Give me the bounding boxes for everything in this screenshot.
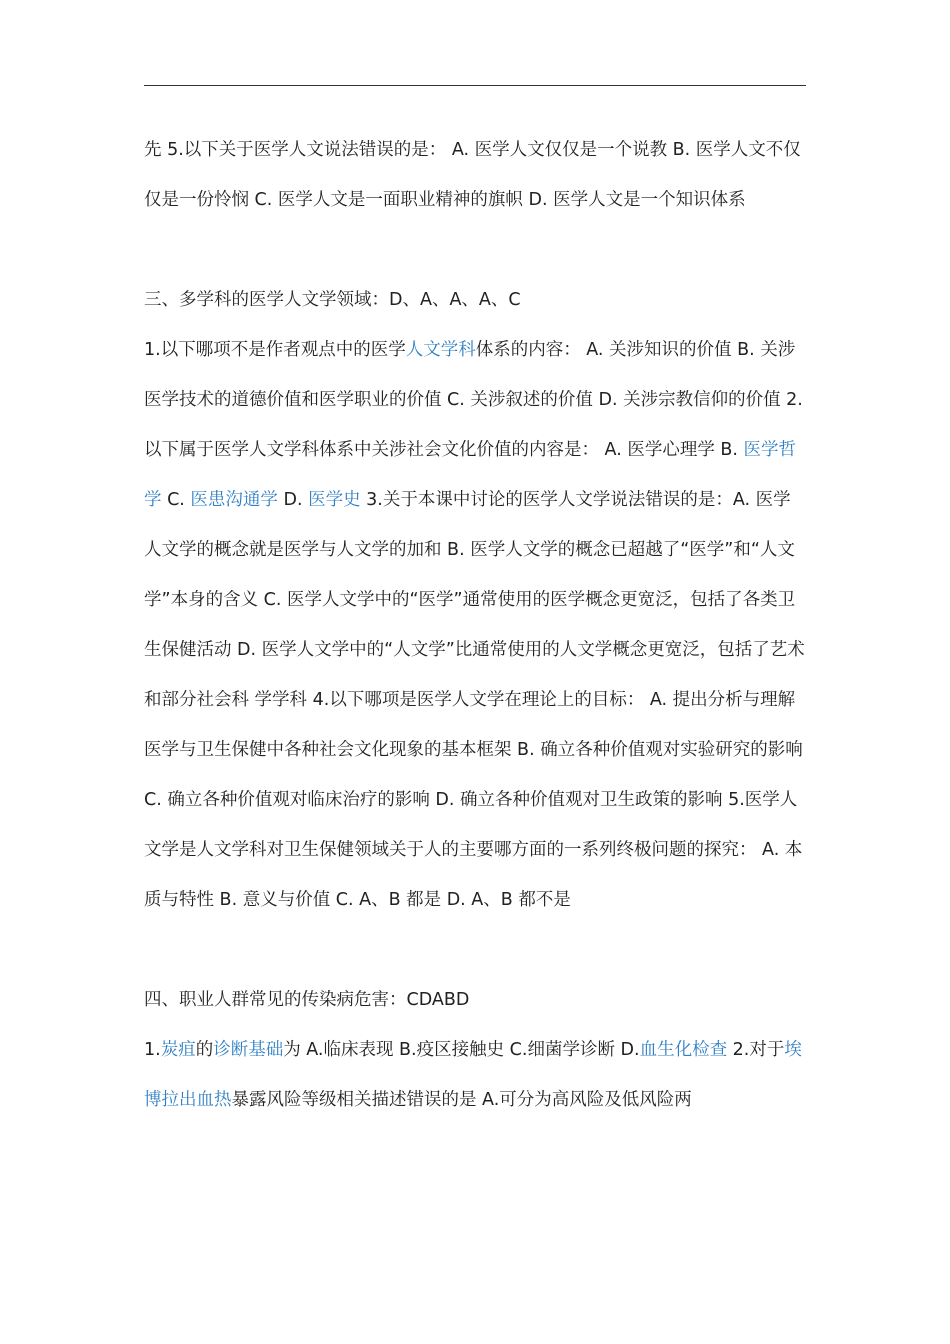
- link-medical-philosophy[interactable]: 医学哲学: [144, 440, 797, 510]
- link-diagnostic-basis[interactable]: 诊断基础: [213, 1040, 284, 1060]
- link-ebola[interactable]: 埃博拉出血热: [144, 1040, 802, 1110]
- paragraph-section-3-questions: 1.以下哪项不是作者观点中的医学人文学科体系的内容： A. 关涉知识的价值 B. 关涉医学技术的道德价值和医学职业的价值 C. 关涉叙述的价值 D. 关涉宗教信仰的价值 2.以下属于医学人文学科体系中关涉社会文化价值的内容是： A. 医学心理学 B. 医学哲学 C. 医患沟通学 D. 医学史 3.关于本课中讨论的医学人文学说法错误的是：A. 医学人文学的概念就是医学与人文学的加和 B. 医学人文学的概念已超越了“医学”和“人文学”本身的含义 C. 医学人文学中的“医学”通常使用的医学概念更宽泛，包括了各类卫生保健活动 D. 医学人文学中的“人文学”比通常使用的人文学概念更宽泛，包括了艺术和部分社会科 学学科 4.以下哪项是医学人文学在理论上的目标： A. 提出分析与理解医学与卫生保健中各种社会文化现象的基本框架 B. 确立各种价值观对实验研究的影响 C. 确立各种价值观对临床治疗的影响 D. 确立各种价值观对卫生政策的影响 5.医学人文学是人文学科对卫生保健领域关于人的主要哪方面的一系列终极问题的探究： A. 本质与特性 B. 意义与价值 C. A、B 都是 D. A、B 都不是: [144, 340, 805, 910]
- link-medical-history[interactable]: 医学史: [308, 490, 361, 510]
- section-heading-4: 四、职业人群常见的传染病危害：CDABD: [144, 990, 470, 1010]
- link-anthrax[interactable]: 炭疽: [160, 1040, 196, 1060]
- paragraph-gap: [144, 225, 806, 275]
- header-rule: [144, 85, 806, 86]
- paragraph-question-5: 先 5.以下关于医学人文说法错误的是： A. 医学人文仅仅是一个说教 B. 医学人文不仅仅是一份怜悯 C. 医学人文是一面职业精神的旗帜 D. 医学人文是一个知识体系: [144, 140, 801, 210]
- section-heading-3: 三、多学科的医学人文学领域：D、A、A、A、C: [144, 290, 521, 310]
- link-humanities-disciplines[interactable]: 人文学科: [405, 340, 476, 360]
- document-body: [144, 125, 806, 1125]
- paragraph-gap: [144, 925, 806, 975]
- paragraph-section-4-questions: 1.炭疽的诊断基础为 A.临床表现 B.疫区接触史 C.细菌学诊断 D.血生化检查 2.对于埃博拉出血热暴露风险等级相关描述错误的是 A.可分为高风险及低风险两: [144, 1040, 802, 1110]
- link-doctor-patient-communication[interactable]: 医患沟通学: [190, 490, 278, 510]
- link-blood-biochemistry[interactable]: 血生化检查: [639, 1040, 728, 1060]
